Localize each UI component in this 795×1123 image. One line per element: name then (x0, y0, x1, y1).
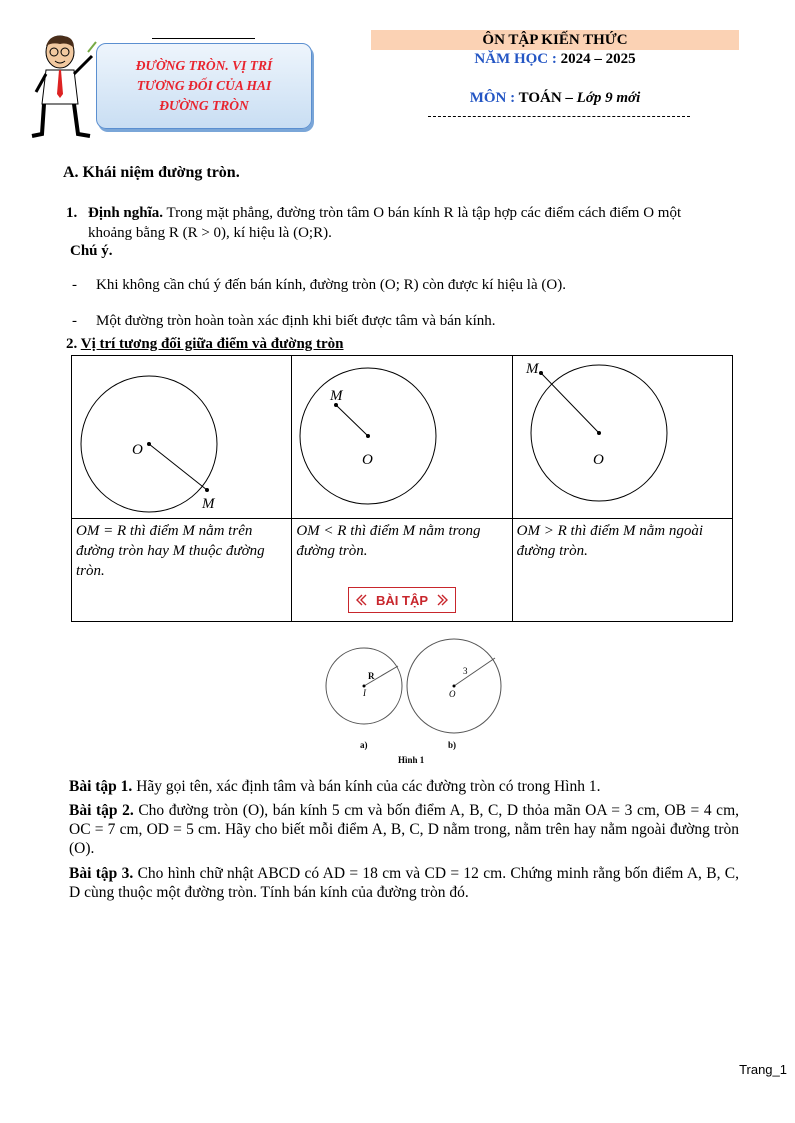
subject-value: TOÁN – (518, 90, 573, 106)
case-inside-figure (292, 356, 512, 519)
definition-number: 1. (66, 205, 78, 221)
school-year-label: NĂM HỌC : (474, 51, 557, 67)
exercise-badge-label: BÀI TẬP (376, 592, 428, 608)
figure-caption: Hình 1 (398, 755, 425, 765)
definition-text: Trong mặt phẳng, đường tròn tâm O bán kính R là tập hợp các điểm cách điểm O một (166, 205, 682, 221)
page-number: Trang_1 (739, 1062, 787, 1077)
exercise-text: Cho hình chữ nhật ABCD có AD = 18 cm và CD = 12 cm. Chứng minh rằng bốn điểm A, B, C, D cùng thuộc một đường tròn. Tính bán kính của đường tròn đó. (69, 865, 739, 901)
circle-figure-inside (292, 356, 512, 513)
subject-line (371, 90, 739, 107)
section-a-heading: A. Khái niệm đường tròn. (63, 164, 240, 181)
definition-label: Định nghĩa. (88, 205, 164, 221)
note-label: Chú ý. (70, 243, 113, 259)
point-label: M (202, 496, 215, 512)
teacher-mascot-icon (30, 32, 100, 140)
circle-figure-outside (513, 356, 733, 513)
review-heading: ÔN TẬP KIẾN THỨC (371, 30, 739, 50)
exercise-label: Bài tập 1. (69, 778, 133, 795)
topic-title-line: ĐƯỜNG TRÒN. VỊ TRÍ (135, 58, 273, 73)
list-item-text: Khi không cần chú ý đến bán kính, đường tròn (O; R) còn được kí hiệu là (O). (96, 277, 566, 293)
case-inside-text: OM < R thì điểm M nằm trong đường tròn. (292, 519, 512, 622)
definition-block (66, 203, 781, 243)
case-outside-text: OM > R thì điểm M nằm ngoài đường tròn. (512, 519, 732, 622)
exercise-label: Bài tập 3. (69, 865, 134, 882)
exercise-2 (69, 801, 739, 858)
subject-label: MÔN : (469, 90, 516, 106)
section-2-title: Vị trí tương đối giữa điểm và đường tròn (80, 336, 344, 352)
diamond-arrow-icon (356, 594, 372, 606)
topic-title-line: TƯƠNG ĐỐI CỦA HAI (136, 78, 272, 93)
case-on-text: OM = R thì điểm M nằm trên đường tròn hay M thuộc đường tròn. (72, 519, 292, 622)
fig-a-radius-label: R (368, 671, 375, 681)
center-label: O (592, 452, 604, 468)
fig-b-center-label: O (449, 689, 456, 699)
exercise-label: Bài tập 2. (69, 802, 134, 819)
topic-title-line: ĐƯỜNG TRÒN (159, 98, 249, 113)
exercise-text: Cho đường tròn (O), bán kính 5 cm và bốn điểm A, B, C, D thỏa mãn OA = 3 cm, OB = 4 cm, OC = 7 cm, OD = 5 cm. Hãy cho biết mỗi điểm A, B, C, D nằm trong, nằm trên hay nằm ngoài đường tròn (O). (69, 802, 739, 857)
point-label: M (525, 361, 539, 377)
topic-title-box (96, 43, 312, 129)
center-label: O (132, 442, 143, 458)
header-rule (152, 38, 255, 39)
exercise-badge (348, 587, 456, 613)
list-item-text: Một đường tròn hoàn toàn xác định khi biết được tâm và bán kính. (96, 313, 496, 329)
list-item: - Một đường tròn hoàn toàn xác định khi biết được tâm và bán kính. (72, 313, 496, 329)
fig-a-label: a) (360, 740, 368, 750)
section-2-heading (66, 336, 344, 353)
definition-text-cont: khoảng bằng R (R > 0), kí hiệu là (O;R). (88, 225, 332, 241)
diamond-arrow-icon (432, 594, 448, 606)
school-year (371, 51, 739, 68)
point-label: M (330, 388, 343, 404)
exercise-1 (69, 777, 739, 796)
fig-b-label: b) (448, 740, 457, 750)
exercise-3 (69, 864, 739, 902)
case-outside-figure (512, 356, 732, 519)
subject-grade: Lớp 9 mới (576, 90, 641, 106)
figure-1 (318, 636, 508, 768)
circle-figure-on (72, 356, 292, 513)
header-dashed-rule (428, 116, 690, 117)
fig-b-radius-label: 3 (463, 666, 468, 676)
exercise-text: Hãy gọi tên, xác định tâm và bán kính của các đường tròn có trong Hình 1. (136, 778, 601, 795)
section-2-number: 2. (66, 336, 78, 352)
case-on-figure (72, 356, 292, 519)
fig-a-center-label: I (363, 688, 366, 698)
position-table (71, 355, 733, 622)
school-year-value: 2024 – 2025 (560, 51, 636, 67)
list-item: - Khi không cần chú ý đến bán kính, đường tròn (O; R) còn được kí hiệu là (O). (72, 277, 566, 293)
center-label: O (362, 452, 374, 468)
